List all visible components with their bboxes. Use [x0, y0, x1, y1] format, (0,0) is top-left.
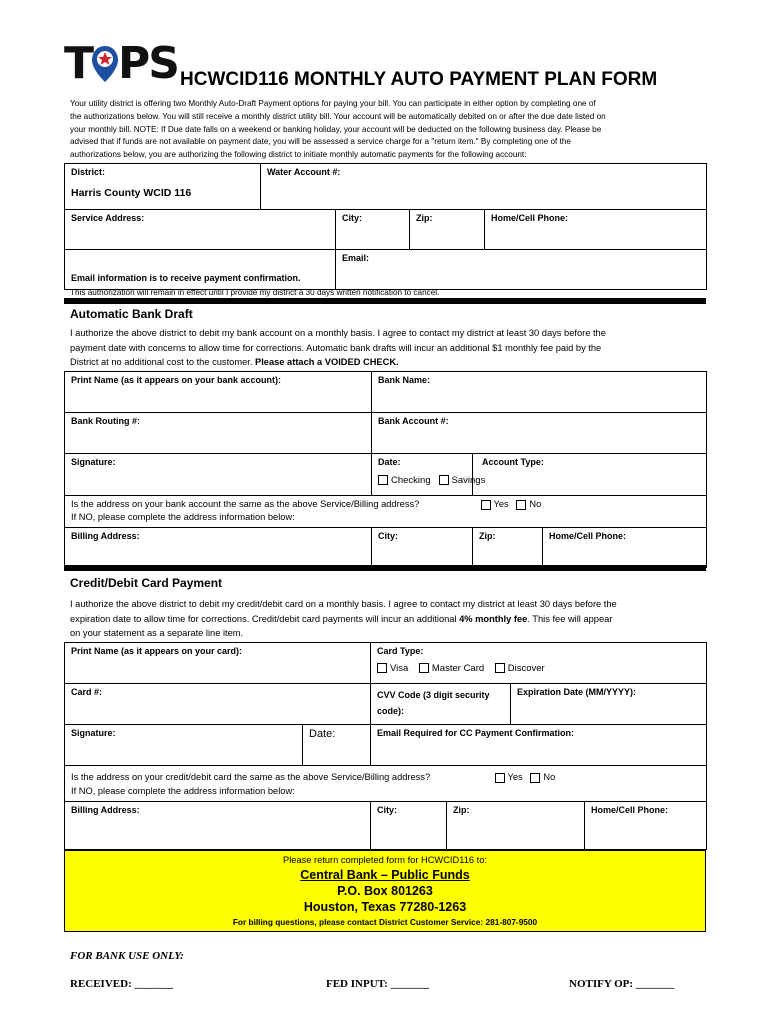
card-city-label: City: — [377, 805, 398, 815]
bank-draft-text — [70, 326, 710, 370]
bank-text-line: I authorize the above district to debit my bank account on a monthly basis. I agree to contact my district at least 30 days before the — [70, 328, 606, 338]
fed-input-field: FED INPUT: _______ — [326, 978, 430, 990]
bank-phone-field[interactable] — [543, 528, 707, 568]
card-no-checkbox[interactable] — [530, 773, 540, 783]
service-address-field[interactable] — [65, 210, 336, 250]
card-email-field[interactable] — [371, 725, 707, 766]
service-address-label: Service Address: — [71, 213, 145, 223]
bank-name-label: Bank Name: — [378, 375, 431, 385]
bank-account-field[interactable] — [372, 413, 707, 454]
return-city-line: Houston, Texas 77280-1263 — [303, 900, 467, 914]
email-field[interactable] — [336, 250, 707, 290]
bank-print-name-field[interactable] — [65, 372, 372, 413]
return-address-box — [64, 850, 706, 932]
bank-zip-label: Zip: — [479, 531, 496, 541]
district-field[interactable] — [65, 164, 261, 210]
card-type-field — [371, 643, 707, 684]
bank-same-address-text: Is the address on your bank account the same as the above Service/Billing address? — [71, 499, 420, 509]
email-label: Email: — [342, 253, 370, 263]
logo-letters-ps: PS — [118, 38, 178, 89]
card-phone-field[interactable] — [585, 802, 707, 850]
bank-yes-no — [481, 498, 542, 511]
bank-date-label: Date: — [378, 457, 401, 467]
notify-op-field: NOTIFY OP: _______ — [569, 978, 675, 990]
billing-questions-text: For billing questions, please contact District Customer Service: 281-807-9500 — [232, 917, 538, 927]
bank-no-checkbox[interactable] — [516, 500, 526, 510]
visa-label: Visa — [390, 663, 409, 674]
logo-letter-t: T — [64, 38, 93, 89]
card-signature-label: Signature: — [71, 728, 116, 738]
routing-field[interactable] — [65, 413, 372, 454]
phone-label: Home/Cell Phone: — [491, 213, 569, 223]
card-payment-title: Credit/Debit Card Payment — [70, 576, 223, 590]
account-info-table — [64, 163, 707, 290]
received-field: RECEIVED: _______ — [70, 978, 173, 990]
card-yes-checkbox[interactable] — [495, 773, 505, 783]
card-email-label: Email Required for CC Payment Confirmation: — [377, 728, 575, 738]
card-text-plain: . This fee will appear — [527, 613, 613, 624]
card-number-field[interactable] — [65, 684, 371, 725]
account-type-field — [391, 454, 707, 496]
cvv-field[interactable] — [371, 684, 511, 725]
routing-label: Bank Routing #: — [71, 416, 140, 426]
authorization-notice: This authorization will remain in effect until I provide my district a 30 days written notification to cancel. — [70, 288, 440, 297]
discover-label: Discover — [507, 663, 545, 674]
checking-checkbox[interactable] — [378, 475, 388, 485]
cvv-label: CVV Code (3 digit security code): — [377, 690, 490, 716]
card-date-label: Date: — [309, 728, 336, 740]
discover-checkbox[interactable] — [495, 663, 505, 673]
card-type-label: Card Type: — [377, 646, 424, 656]
intro-line: authorizations below, you are authorizing the following district to initiate monthly automatic payments for the following account: — [70, 150, 527, 160]
card-billing-address-field[interactable] — [65, 802, 371, 850]
card-phone-label: Home/Cell Phone: — [591, 805, 669, 815]
card-type-options — [377, 663, 700, 674]
savings-label: Savings — [451, 475, 486, 486]
card-print-name-label: Print Name (as it appears on your card): — [71, 646, 243, 656]
bank-draft-title: Automatic Bank Draft — [70, 307, 193, 321]
card-zip-field[interactable] — [447, 802, 585, 850]
intro-text — [70, 98, 710, 162]
bank-city-field[interactable] — [372, 528, 473, 568]
bank-if-no-text: If NO, please complete the address information below: — [71, 512, 295, 522]
bank-signature-label: Signature: — [71, 457, 116, 467]
bank-account-label: Bank Account #: — [378, 416, 449, 426]
page-title: HCWCID116 MONTHLY AUTO PAYMENT PLAN FORM — [180, 69, 658, 90]
card-if-no-text: If NO, please complete the address information below: — [71, 786, 295, 796]
card-zip-label: Zip: — [453, 805, 470, 815]
card-no-label: No — [543, 772, 556, 782]
card-fee: 4% monthly fee — [459, 613, 528, 624]
card-same-address-row — [65, 766, 707, 802]
section-divider — [64, 565, 706, 571]
section-divider — [64, 298, 706, 304]
card-signature-field[interactable] — [65, 725, 303, 766]
mastercard-label: Master Card — [431, 663, 485, 674]
bank-name-field[interactable] — [372, 372, 707, 413]
return-bank-name: Central Bank – Public Funds — [300, 868, 470, 882]
bank-text-plain: District at no additional cost to the customer. — [70, 357, 255, 367]
district-label: District: — [71, 167, 106, 177]
card-number-label: Card #: — [71, 687, 103, 697]
expiration-field[interactable] — [511, 684, 707, 725]
card-text-line: I authorize the above district to debit my credit/debit card on a monthly basis. I agree to contact my district at least 30 days before the — [70, 599, 617, 609]
card-payment-text — [70, 597, 710, 641]
district-value: Harris County WCID 116 — [71, 187, 192, 199]
card-payment-table — [64, 642, 707, 850]
bank-zip-field[interactable] — [473, 528, 543, 568]
city-field[interactable] — [336, 210, 410, 250]
bank-billing-address-field[interactable] — [65, 528, 372, 568]
intro-line: Your utility district is offering two Monthly Auto-Draft Payment options for paying your bill. You can participate in either option by completing one of — [70, 99, 596, 108]
card-yes-no — [495, 770, 556, 784]
bank-phone-label: Home/Cell Phone: — [549, 531, 627, 541]
bank-yes-label: Yes — [493, 499, 509, 509]
card-text-plain: expiration date to allow time for corrections. Credit/debit card payments will incur an additional — [70, 613, 460, 624]
please-return-text: Please return completed form for HCWCID116 to: — [283, 855, 487, 865]
card-same-address-text: Is the address on your credit/debit card the same as the above Service/Billing address? — [71, 772, 431, 782]
bank-billing-label: Billing Address: — [71, 531, 140, 541]
bank-yes-checkbox[interactable] — [481, 500, 491, 510]
card-date-field[interactable] — [303, 725, 371, 766]
email-note: Email information is to receive payment confirmation. — [71, 273, 301, 283]
card-text-line — [70, 612, 710, 627]
card-text-line: on your statement as a separate line item. — [70, 628, 244, 638]
mastercard-checkbox[interactable] — [419, 663, 429, 673]
account-type-options — [378, 475, 700, 486]
intro-line: the authorizations below. You will still receive a monthly district utility bill. Your account will be automatically debited on or after the due date listed on — [70, 111, 606, 121]
return-po-box: P.O. Box 801263 — [337, 884, 433, 898]
bank-same-address-question — [71, 498, 700, 511]
bank-no-label: No — [529, 499, 542, 509]
card-yes-label: Yes — [507, 772, 523, 782]
email-note-cell — [65, 250, 336, 290]
bank-text-line: payment date with concerns to allow time for corrections. Automatic bank drafts will incur an additional $1 monthly fee paid by the — [70, 342, 602, 353]
bank-print-name-label: Print Name (as it appears on your bank account): — [71, 375, 282, 385]
bank-text-line — [70, 355, 710, 370]
card-print-name-field[interactable] — [65, 643, 371, 684]
logo — [64, 26, 178, 89]
city-label: City: — [342, 213, 362, 223]
visa-checkbox[interactable] — [377, 663, 387, 673]
voided-check-note: Please attach a VOIDED CHECK. — [255, 357, 399, 367]
water-account-field[interactable] — [261, 164, 707, 210]
card-same-address-question — [71, 770, 700, 784]
card-billing-label: Billing Address: — [71, 805, 140, 815]
savings-checkbox[interactable] — [439, 475, 449, 485]
texas-star-icon — [90, 44, 120, 84]
phone-field[interactable] — [485, 210, 707, 250]
intro-line: advised that if funds are not available on payment date, you will be assessed a service charge for a "return item." By completing one of the — [70, 137, 571, 147]
intro-line: your monthly bill. NOTE: If Due date falls on a weekend or banking holiday, your account will be deducted on the following business day. Please be — [70, 124, 602, 134]
card-city-field[interactable] — [371, 802, 447, 850]
bank-same-address-row — [65, 496, 707, 528]
bank-signature-field[interactable] — [65, 454, 372, 496]
zip-field[interactable] — [410, 210, 485, 250]
account-type-label: Account Type: — [482, 457, 544, 467]
bank-use-heading: FOR BANK USE ONLY: — [70, 950, 184, 962]
bank-draft-table — [64, 371, 707, 568]
bank-city-label: City: — [378, 531, 398, 541]
checking-label: Checking — [391, 475, 431, 486]
expiration-label: Expiration Date (MM/YYYY): — [517, 687, 637, 697]
water-account-label: Water Account #: — [267, 167, 341, 177]
zip-label: Zip: — [416, 213, 433, 223]
